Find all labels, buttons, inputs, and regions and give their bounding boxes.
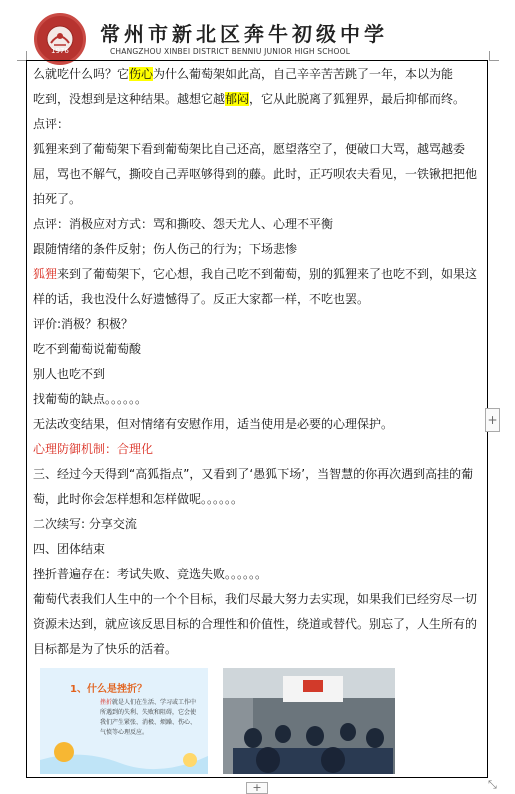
- slide-title: 1、什么是挫折？: [70, 684, 147, 695]
- school-name-chinese: 常州市新北区奔牛初级中学: [100, 22, 388, 46]
- paragraph-line-2: [33, 87, 483, 112]
- school-logo: [34, 13, 86, 65]
- school-name-english: CHANGZHOU XINBEI DISTRICT BENNIU JUNIOR HIGH SCHOOL: [110, 47, 351, 56]
- highlight-yumen: 郁闷: [225, 92, 250, 106]
- frustration-line: 挫折普遍存在：考试失败、竞选失败。。。。。。: [33, 567, 268, 581]
- fox-paragraph: [33, 262, 483, 312]
- slide-image: [40, 668, 208, 774]
- text-run: ，它从此脱离了狐狸界，最后抑郁而终。: [249, 92, 466, 106]
- slide-body: [100, 698, 198, 738]
- highlight-shangxin: 伤心: [129, 67, 154, 81]
- document-body[interactable]: [33, 62, 483, 662]
- sour-grapes-line-1: 吃不到葡萄说葡萄酸: [33, 342, 142, 356]
- classroom-photo: [223, 668, 395, 774]
- second-writing: 二次续写: 分享交流: [33, 517, 137, 531]
- logo-emblem: [37, 16, 83, 62]
- evaluation-question: 评价:消极？积极？: [33, 317, 134, 331]
- logo-year: 1976: [51, 47, 69, 55]
- defense-mechanism: 心理防御机制：合理化: [33, 442, 154, 456]
- comment-negative-coping: 点评：消极应对方式：骂和撕咬、怨天尤人、心理不平衡: [33, 217, 334, 231]
- section-three: 三、经过今天得到“高狐指点”，又看到了‘愚狐下场’，当智慧的你再次遇到高挂的葡萄，此时你会怎样想和怎样做呢。。。。。。: [33, 467, 474, 506]
- sour-grapes-line-3: 找葡萄的缺点。。。。。。: [33, 392, 148, 406]
- text-run: 为什么葡萄架如此高，自己辛辛苦苦跳了一年，本以为能: [153, 67, 454, 81]
- closing-paragraph: 葡萄代表我们人生中的一个个目标，我们尽最大努力去实现，如果我们已经穷尽一切资源未达到，就应该反思目标的合理性和价值性，绕道或替代。别忘了，人生所有的目标都是为了快乐的活着。: [33, 592, 478, 656]
- slide-body-text: 就是人们在生活、学习或工作中所遇到的失利、失败和阻碍，它会使我们产生紧张、消极、烦躁、伤心、气愤等心理反应。: [100, 699, 197, 736]
- document-header: [0, 0, 515, 62]
- resize-icon[interactable]: ⤡: [488, 778, 497, 791]
- classroom-graphic: [223, 668, 395, 774]
- crop-mark-top-right: [489, 51, 499, 61]
- add-section-button[interactable]: +: [485, 408, 500, 432]
- sour-grapes-line-2: 别人也吃不到: [33, 367, 106, 381]
- text-run: 么就吃什么吗？它: [33, 67, 130, 81]
- comment-paragraph: 狐狸来到了葡萄架下看到葡萄架比自己还高，愿望落空了，便破口大骂，越骂越委屈，骂也不解气，撕咬自己弄呕够得到的藤。此时，正巧呗农夫看见，一铁锹把把他拍死了。: [33, 142, 478, 206]
- slide-body-keyword: 挫折: [100, 699, 113, 706]
- add-row-button[interactable]: +: [246, 782, 268, 794]
- text-run: 吃到，没想到是这种结果。越想它越: [33, 92, 226, 106]
- comment-label: 点评：: [33, 117, 70, 131]
- comment-consequence: 跟随情绪的条件反射；伤人伤己的行为；下场悲惨: [33, 242, 298, 256]
- paragraph-line-1: [33, 62, 483, 87]
- section-four: 四、团体结束: [33, 542, 106, 556]
- fox-word: 狐狸: [33, 267, 58, 281]
- image-row: [40, 668, 395, 774]
- text-run: 来到了葡萄架下，它心想，我自己吃不到葡萄，别的狐狸来了也吃不到，如果这样的话，我也没什么好遗憾得了。反正大家都一样，不吃也罢。: [33, 267, 478, 306]
- protection-note: 无法改变结果，但对情绪有安慰作用，适当使用是必要的心理保护。: [33, 417, 394, 431]
